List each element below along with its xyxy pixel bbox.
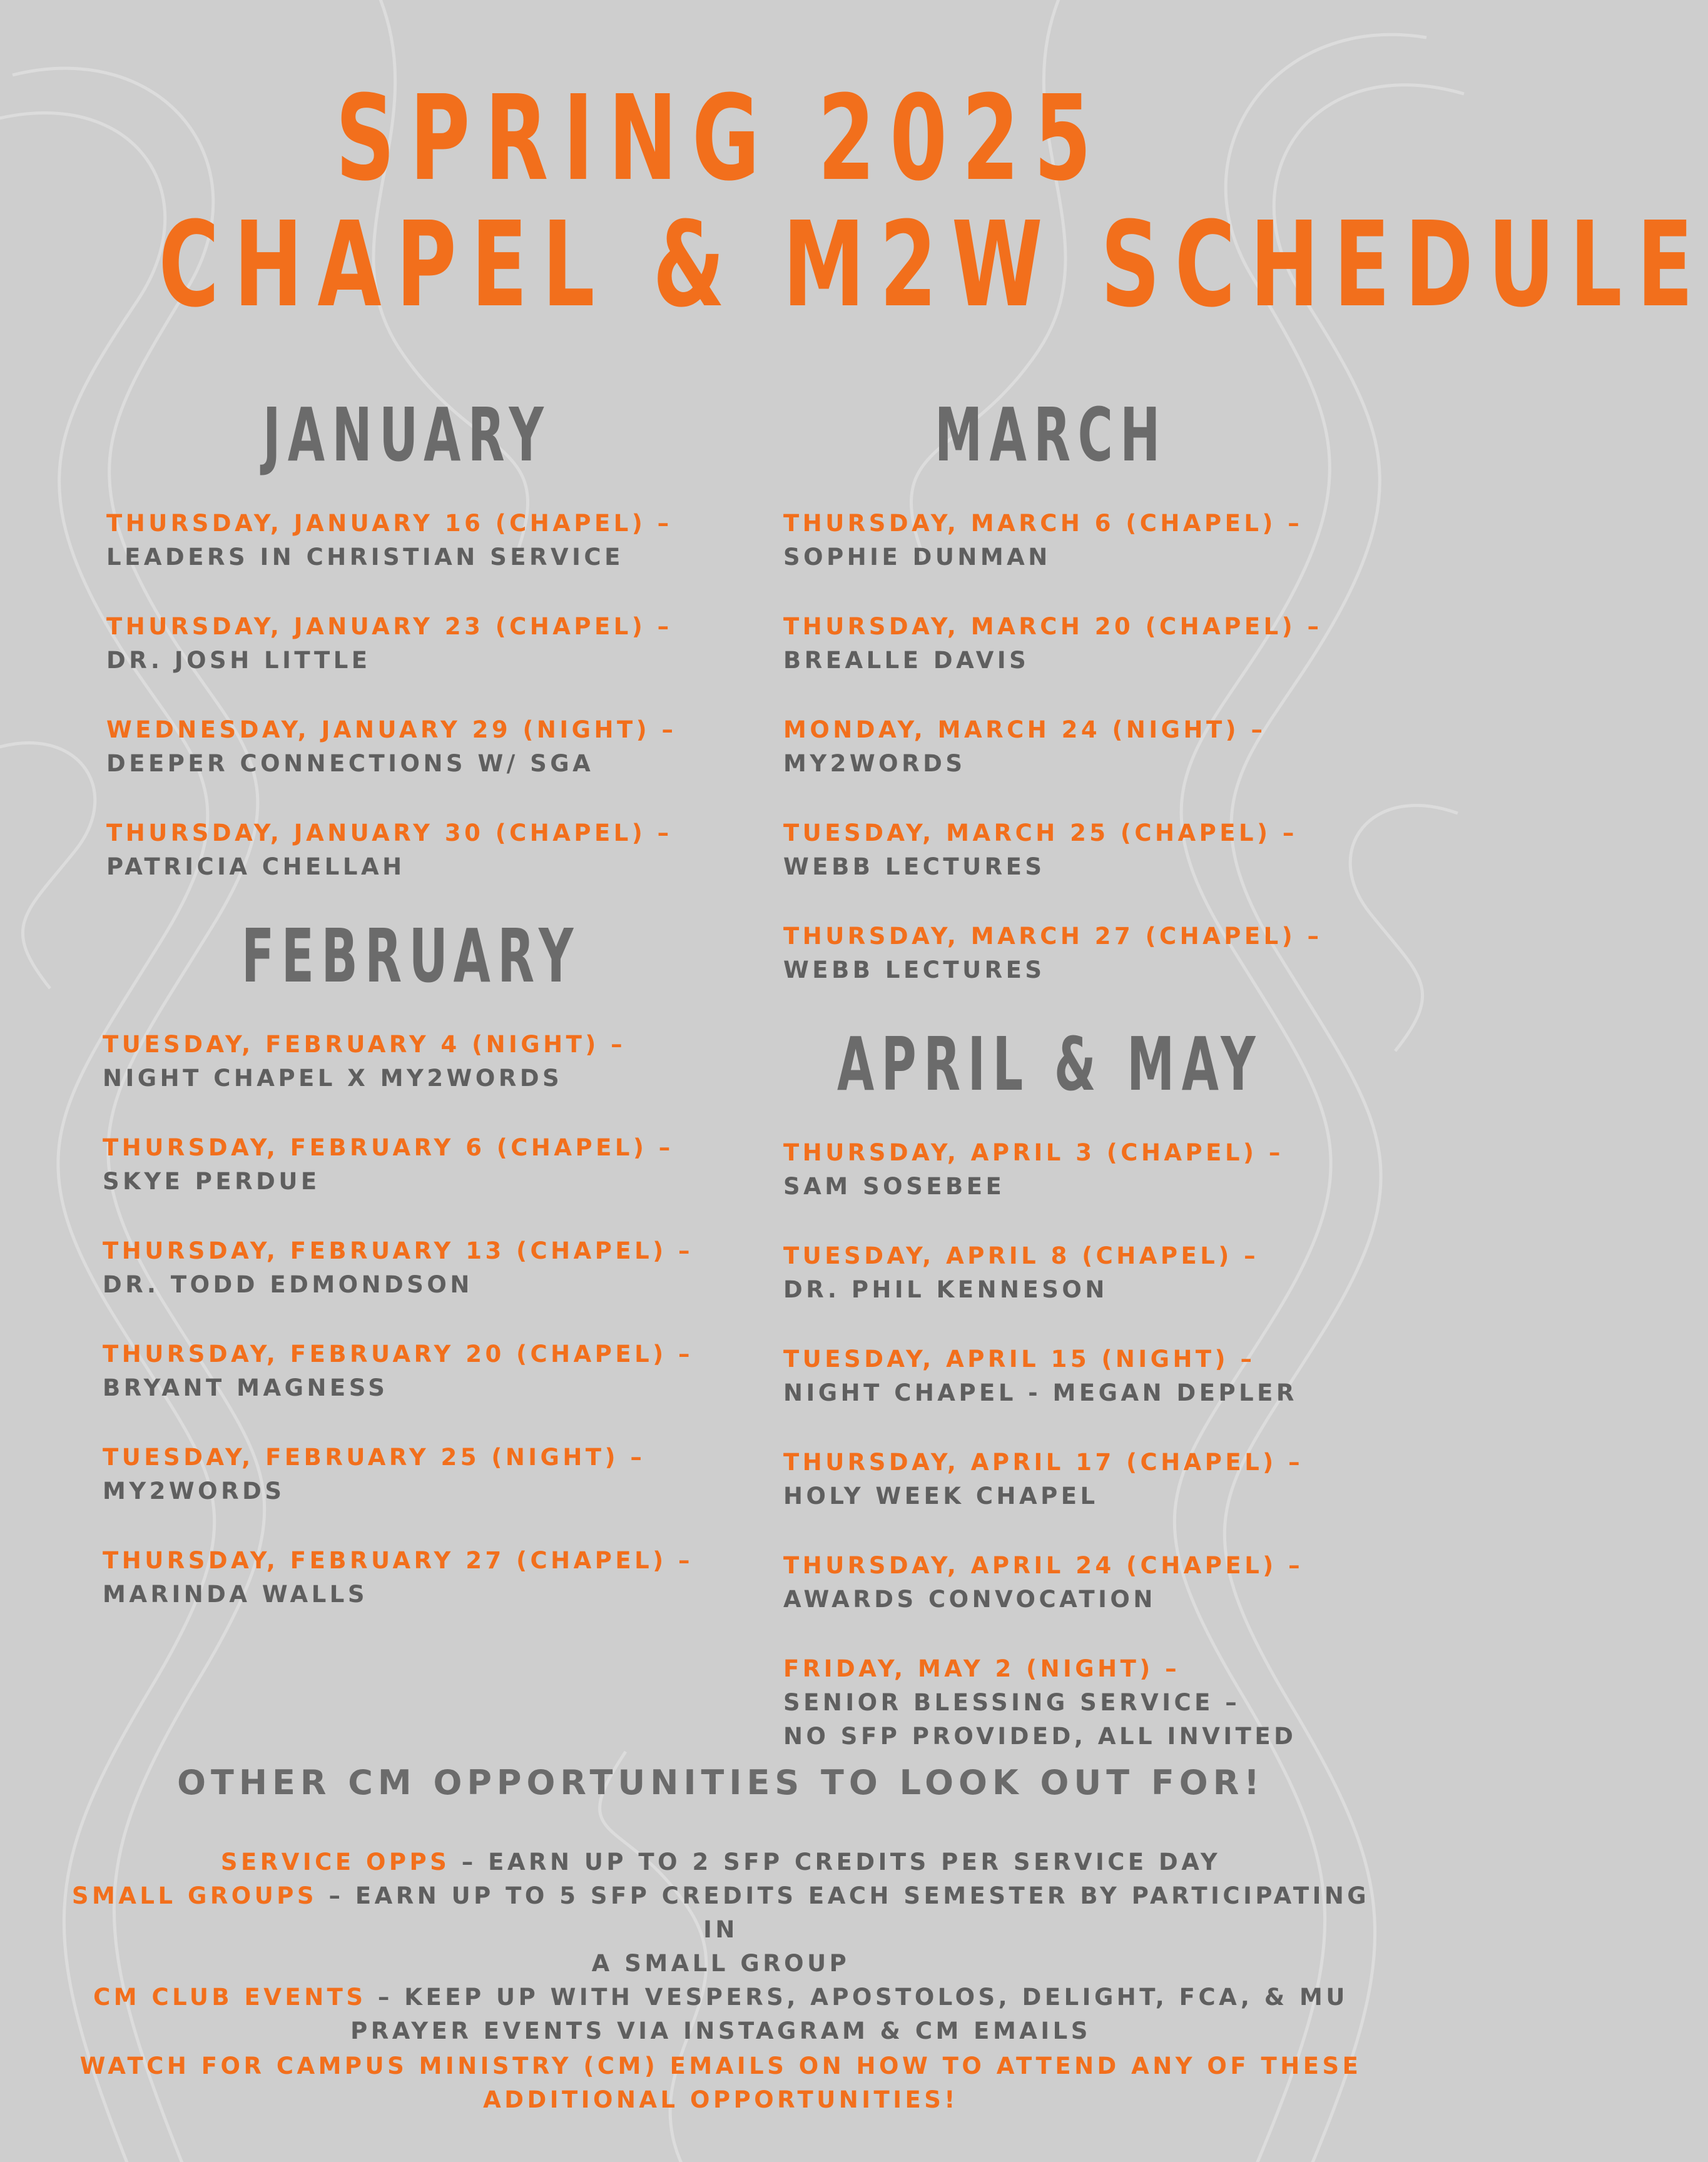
watch-notice: [69, 2049, 1373, 2117]
event-date: THURSDAY, MARCH 27 (CHAPEL) –: [783, 923, 1323, 950]
other-opportunities-heading: OTHER CM OPPORTUNITIES TO LOOK OUT FOR!: [177, 1763, 1264, 1802]
event-speaker: MY2WORDS: [783, 750, 966, 777]
event-speaker: DR. PHIL KENNESON: [783, 1276, 1108, 1303]
event-date: TUESDAY, APRIL 15 (NIGHT) –: [783, 1346, 1256, 1373]
event-item: [783, 816, 1446, 884]
event-date: THURSDAY, FEBRUARY 13 (CHAPEL) –: [103, 1237, 694, 1264]
event-item: [103, 1131, 770, 1199]
event-speaker: BRYANT MAGNESS: [103, 1374, 389, 1401]
event-note: NO SFP PROVIDED, ALL INVITED: [783, 1723, 1297, 1750]
event-date: THURSDAY, MARCH 20 (CHAPEL) –: [783, 613, 1323, 640]
service-opps-label: SERVICE OPPS: [220, 1849, 450, 1875]
small-groups-line: [56, 1879, 1385, 1947]
event-item: [783, 1342, 1446, 1410]
event-date: THURSDAY, APRIL 24 (CHAPEL) –: [783, 1552, 1304, 1579]
club-events-text: – KEEP UP WITH VESPERS, APOSTOLOS, DELIGHT, FCA, & MU: [366, 1984, 1348, 2011]
event-speaker: SENIOR BLESSING SERVICE –: [783, 1689, 1241, 1716]
event-speaker: SKYE PERDUE: [103, 1168, 320, 1195]
event-item: [783, 1446, 1446, 1513]
event-date: THURSDAY, JANUARY 16 (CHAPEL) –: [106, 510, 673, 537]
april-may-event-list: [783, 1136, 1446, 1753]
event-item: [106, 507, 770, 574]
event-date: WEDNESDAY, JANUARY 29 (NIGHT) –: [106, 716, 677, 743]
event-item: [103, 1441, 770, 1508]
event-speaker: SAM SOSEBEE: [783, 1173, 1005, 1200]
event-item: [103, 1544, 770, 1611]
opportunities-list: [56, 1845, 1385, 2048]
event-date: THURSDAY, APRIL 17 (CHAPEL) –: [783, 1449, 1304, 1476]
event-item: [783, 1652, 1446, 1753]
event-date: THURSDAY, MARCH 6 (CHAPEL) –: [783, 510, 1303, 537]
event-date: THURSDAY, FEBRUARY 6 (CHAPEL) –: [103, 1134, 674, 1161]
event-item: [783, 920, 1446, 987]
event-speaker: HOLY WEEK CHAPEL: [783, 1483, 1099, 1510]
event-speaker: BREALLE DAVIS: [783, 647, 1030, 674]
event-item: [103, 1234, 770, 1302]
march-event-list: [783, 507, 1446, 987]
event-date: TUESDAY, APRIL 8 (CHAPEL) –: [783, 1242, 1259, 1269]
event-item: [783, 1549, 1446, 1616]
january-event-list: [106, 507, 770, 884]
service-opps-text: – EARN UP TO 2 SFP CREDITS PER SERVICE DAY: [450, 1849, 1221, 1875]
left-column: [103, 392, 770, 1647]
february-event-list: [103, 1028, 770, 1611]
event-item: [106, 713, 770, 781]
right-column: [783, 394, 1446, 1753]
event-date: THURSDAY, JANUARY 23 (CHAPEL) –: [106, 613, 673, 640]
event-speaker: NIGHT CHAPEL - MEGAN DEPLER: [783, 1379, 1298, 1406]
event-item: [103, 1028, 770, 1095]
watch-notice-line-2: ADDITIONAL OPPORTUNITIES!: [483, 2086, 958, 2113]
event-speaker: NIGHT CHAPEL X MY2WORDS: [103, 1065, 563, 1092]
event-item: [783, 1239, 1446, 1307]
event-item: [783, 610, 1446, 678]
month-heading-april-may: APRIL & MAY: [837, 1021, 1263, 1107]
event-date: TUESDAY, FEBRUARY 25 (NIGHT) –: [103, 1444, 646, 1471]
service-opps-line: [56, 1845, 1385, 1879]
club-events-label: CM CLUB EVENTS: [93, 1984, 367, 2011]
event-speaker: MY2WORDS: [103, 1478, 285, 1505]
page-title-line-2: CHAPEL & M2W SCHEDULE: [158, 196, 1708, 333]
watch-notice-line-1: WATCH FOR CAMPUS MINISTRY (CM) EMAILS ON HOW TO ATTEND ANY OF THESE: [79, 2053, 1362, 2079]
event-speaker: LEADERS IN CHRISTIAN SERVICE: [106, 544, 624, 571]
event-speaker: DR. TODD EDMONDSON: [103, 1271, 473, 1298]
event-speaker: WEBB LECTURES: [783, 957, 1045, 983]
event-item: [783, 1136, 1446, 1204]
small-groups-line-2: A SMALL GROUP: [591, 1950, 850, 1977]
small-groups-label: SMALL GROUPS: [71, 1882, 318, 1909]
month-heading-february: FEBRUARY: [241, 913, 581, 999]
event-speaker: MARINDA WALLS: [103, 1581, 368, 1608]
event-date: MONDAY, MARCH 24 (NIGHT) –: [783, 716, 1266, 743]
event-speaker: AWARDS CONVOCATION: [783, 1586, 1156, 1613]
month-heading-january: JANUARY: [263, 392, 551, 478]
month-heading-march: MARCH: [935, 392, 1167, 478]
event-item: [106, 816, 770, 884]
event-date: TUESDAY, FEBRUARY 4 (NIGHT) –: [103, 1031, 626, 1058]
club-events-line: [56, 1981, 1385, 2014]
event-speaker: PATRICIA CHELLAH: [106, 853, 405, 880]
event-item: [783, 507, 1446, 574]
event-date: THURSDAY, JANUARY 30 (CHAPEL) –: [106, 820, 673, 846]
event-speaker: WEBB LECTURES: [783, 853, 1045, 880]
small-groups-text: – EARN UP TO 5 SFP CREDITS EACH SEMESTER BY PARTICIPATING IN: [317, 1882, 1370, 1943]
event-item: [103, 1337, 770, 1405]
page-title-line-1: SPRING 2025: [335, 70, 1106, 207]
event-speaker: SOPHIE DUNMAN: [783, 544, 1051, 571]
club-events-line-2: PRAYER EVENTS VIA INSTAGRAM & CM EMAILS: [350, 2017, 1091, 2044]
event-item: [106, 610, 770, 678]
event-date: THURSDAY, FEBRUARY 20 (CHAPEL) –: [103, 1341, 694, 1368]
event-speaker: DEEPER CONNECTIONS W/ SGA: [106, 750, 594, 777]
event-date: TUESDAY, MARCH 25 (CHAPEL) –: [783, 820, 1298, 846]
event-speaker: DR. JOSH LITTLE: [106, 647, 371, 674]
event-date: THURSDAY, FEBRUARY 27 (CHAPEL) –: [103, 1547, 694, 1574]
event-date: FRIDAY, MAY 2 (NIGHT) –: [783, 1655, 1181, 1682]
event-item: [783, 713, 1446, 781]
event-date: THURSDAY, APRIL 3 (CHAPEL) –: [783, 1139, 1284, 1166]
